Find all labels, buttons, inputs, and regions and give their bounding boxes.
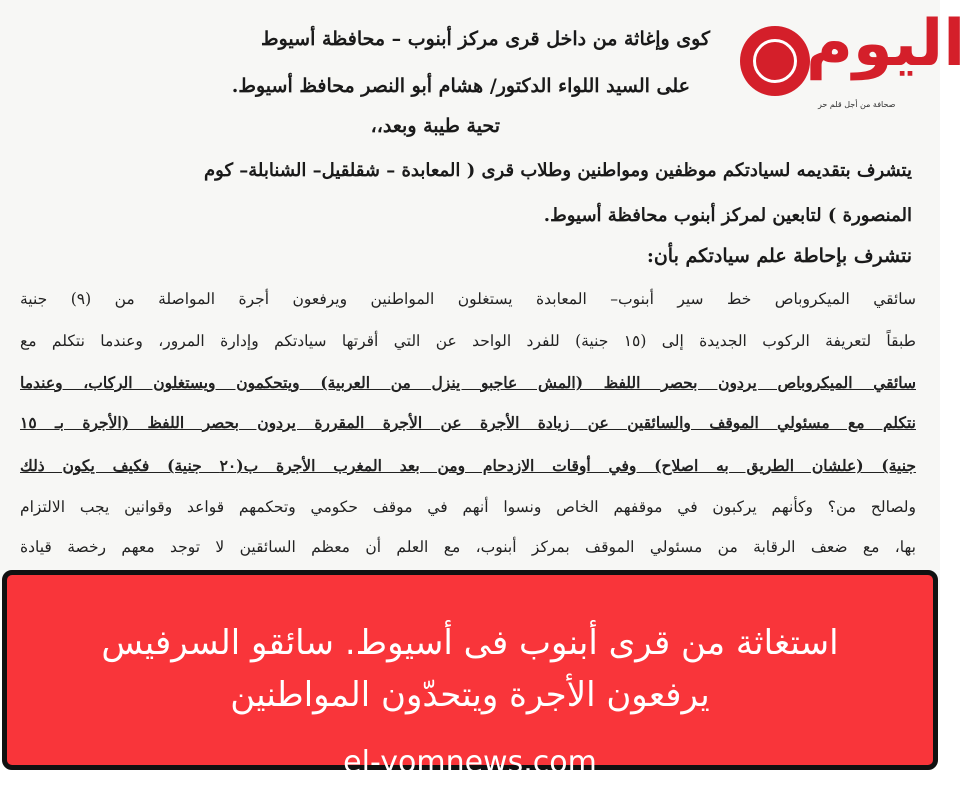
letter-greeting: تحية طيبة وبعد،، [370, 115, 500, 137]
logo-wordmark: اليوم [806, 7, 965, 81]
letter-body-line: ولصالح من؟ وكأنهم يركبون في موقفهم الخاص ونسوا أنهم في موقف حكومي وتحكمهم قواعد وقوانين يجب الالتزام [20, 498, 916, 516]
headline-banner [2, 570, 938, 780]
letter-body-line: طبقاً لتعريفة الركوب الجديدة إلى (١٥ جنية) للفرد الواحد عن التي أقرتها سيادتكم وإدارة المرور، وعندما نتكلم مع [20, 332, 916, 350]
headline-line-1: استغاثة من قرى أبنوب فى أسيوط. سائقو السرفيس [101, 623, 839, 663]
letter-intro-line-2: المنصورة ) لتابعين لمركز أبنوب محافظة أسيوط. [543, 205, 912, 226]
letter-body-line: سائقي الميكروباص خط سير أبنوب– المعابدة يستغلون المواطنين ويرفعون أجرة المواصلة من (٩) جنية [20, 290, 916, 308]
letter-addressee: على السيد اللواء الدكتور/ هشام أبو النصر محافظ أسيوط. [231, 75, 690, 97]
letter-body-line: بها، مع ضعف الرقابة من مسئولي الموقف بمركز أبنوب، مع العلم أن معظم السائقين لا توجد معهم رخصة قيادة [20, 538, 916, 556]
letter-body-line: جنية) (علشان الطريق به اصلاح) وفي أوقات الازدحام ومن بعد المغرب الأجرة ب(٢٠ جنية) فكيف يكون ذلك [20, 456, 916, 475]
logo-tagline: صحافة من أجل قلم حر [818, 100, 896, 109]
headline-line-2: يرفعون الأجرة ويتحدّون المواطنين [230, 675, 710, 715]
headline [7, 617, 933, 721]
site-logo[interactable] [740, 7, 965, 122]
letter-body-line: نتكلم مع مسئولي الموقف والسائقين عن زيادة الأجرة عن الأجرة المقررة يردون بحصر اللفظ (الأجرة بـ ١٥ [20, 413, 916, 432]
letter-subject: كوى وإغاثة من داخل قرى مركز أبنوب – محافظة أسيوط [261, 28, 710, 50]
logo-emblem-icon [740, 26, 810, 96]
letter-intro-line-1: يتشرف بتقديمه لسيادتكم موظفين ومواطنين وطلاب قرى ( المعابدة – شقلقيل– الشنابلة– كوم [204, 160, 912, 181]
letter-notice: نتشرف بإحاطة علم سيادتكم بأن: [646, 245, 912, 267]
letter-body-line: سائقي الميكروباص يردون بحصر اللفظ (المش عاجبو ينزل من العربية) ويتحكمون ويستغلون الركاب، وعندما [20, 373, 916, 392]
site-url: el-yomnews.com [343, 745, 597, 780]
